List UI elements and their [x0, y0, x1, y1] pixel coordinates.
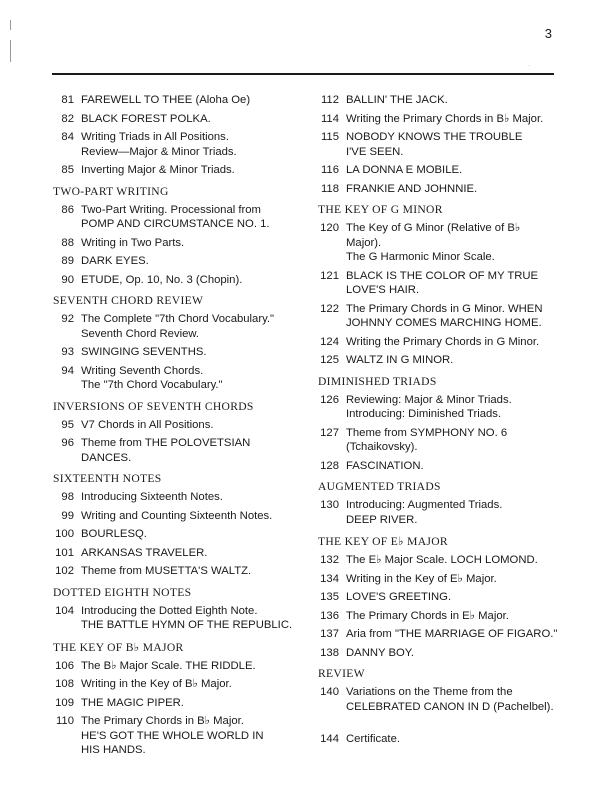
- toc-entry: [53, 490, 298, 505]
- entry-line: JOHNNY COMES MARCHING HOME.: [346, 317, 542, 329]
- entry-line: The Complete "7th Chord Vocabulary.": [81, 313, 275, 325]
- entry-line: The B♭ Major Scale. THE RIDDLE.: [81, 659, 256, 672]
- entry-title: [81, 546, 298, 561]
- page-ref-number: 134: [320, 572, 339, 585]
- toc-entry: [53, 273, 298, 288]
- toc-entry: [318, 646, 558, 661]
- page-ref-number: 99: [61, 509, 74, 522]
- entry-title: [81, 527, 298, 542]
- section-heading: AUGMENTED TRIADS: [318, 480, 441, 493]
- page-ref-number: 120: [320, 222, 339, 234]
- toc-entry: [318, 221, 558, 265]
- entry-line: Writing in the Key of E♭ Major.: [346, 572, 497, 585]
- toc-entry: [318, 685, 558, 714]
- toc-entry: [318, 353, 558, 368]
- page-ref-number: 108: [55, 678, 74, 690]
- entry-line: FAREWELL TO THEE (Aloha Oe): [81, 94, 251, 106]
- entry-line: (Tchaikovsky).: [346, 441, 418, 453]
- toc-entry: [318, 553, 558, 568]
- entry-line: CELEBRATED CANON IN D (Pachelbel).: [346, 700, 554, 713]
- entry-title: [346, 646, 558, 661]
- entry-title: [81, 112, 298, 127]
- entry-line: I'VE SEEN.: [346, 145, 404, 158]
- entry-line: Introducing Sixteenth Notes.: [81, 491, 223, 503]
- entry-line: HIS HANDS.: [81, 744, 146, 756]
- toc-entry: [53, 604, 298, 633]
- page-ref-number: 125: [320, 354, 339, 366]
- section-heading: THE KEY OF E♭ MAJOR: [318, 535, 448, 548]
- toc-entry: [53, 436, 298, 465]
- entry-title: [81, 564, 298, 579]
- toc-entry: [53, 418, 298, 433]
- entry-line: BOURLESQ.: [81, 528, 147, 540]
- toc-entry: [318, 426, 558, 455]
- entry-line: Two-Part Writing. Processional from: [81, 203, 261, 216]
- entry-title: [346, 609, 558, 624]
- page-ref-number: 132: [320, 554, 339, 566]
- page-ref-number: 94: [61, 364, 74, 377]
- entry-title: [346, 459, 558, 474]
- entry-line: Writing Triads in All Positions.: [81, 131, 229, 143]
- page-ref-number: 112: [320, 94, 339, 106]
- toc-entry: [53, 312, 298, 341]
- toc-entry: [318, 572, 558, 587]
- toc-entry: [318, 335, 558, 350]
- page-ref-number: 114: [320, 112, 339, 125]
- page-number: 3: [544, 26, 552, 41]
- spacer: [318, 718, 558, 732]
- entry-line: The G Harmonic Minor Scale.: [346, 251, 495, 263]
- entry-line: Theme from MUSETTA'S WALTZ.: [81, 565, 252, 577]
- speck: ·: [528, 63, 530, 69]
- entry-title: [346, 163, 558, 178]
- toc-entry: [318, 732, 558, 747]
- entry-title: [81, 418, 298, 433]
- entry-title: [81, 163, 298, 178]
- section-heading: SIXTEENTH NOTES: [53, 472, 162, 485]
- page-ref-number: 90: [61, 273, 74, 286]
- toc-entry: [53, 345, 298, 360]
- entry-line: Writing and Counting Sixteenth Notes.: [81, 509, 273, 522]
- entry-line: Writing in the Key of B♭ Major.: [81, 678, 232, 690]
- toc-entry: [318, 459, 558, 474]
- section-heading: TWO-PART WRITING: [53, 184, 169, 198]
- toc-entry: [318, 182, 558, 197]
- entry-line: DEEP RIVER.: [346, 513, 418, 526]
- entry-line: Aria from "THE MARRIAGE OF FIGARO.": [346, 628, 558, 640]
- page-ref-number: 130: [320, 499, 339, 511]
- toc-entry: [318, 302, 558, 331]
- entry-title: [81, 312, 298, 341]
- entry-line: Writing the Primary Chords in B♭ Major.: [346, 112, 544, 125]
- entry-title: [81, 604, 298, 633]
- entry-line: LA DONNA E MOBILE.: [346, 164, 463, 176]
- entry-line: The Primary Chords in G Minor. WHEN: [346, 302, 543, 315]
- entry-line: Writing Seventh Chords.: [81, 364, 204, 377]
- entry-title: [346, 221, 558, 265]
- entry-line: LOVE'S GREETING.: [346, 591, 452, 603]
- page-ref-number: 88: [61, 236, 74, 249]
- toc-entry: [318, 93, 558, 108]
- page-ref-number: 110: [55, 715, 74, 727]
- entry-line: Inverting Major & Minor Triads.: [81, 164, 235, 176]
- page-ref-number: 100: [55, 528, 74, 540]
- entry-line: The Primary Chords in B♭ Major.: [81, 715, 244, 727]
- entry-line: BLACK IS THE COLOR OF MY TRUE: [346, 269, 539, 282]
- entry-title: [346, 335, 558, 350]
- section-heading: INVERSIONS OF SEVENTH CHORDS: [53, 399, 254, 413]
- toc-entry: [53, 203, 298, 232]
- entry-line: Review—Major & Minor Triads.: [81, 145, 237, 158]
- toc-entry: [53, 659, 298, 674]
- toc-entry: [318, 163, 558, 178]
- toc-right-column: [318, 93, 558, 751]
- page-ref-number: 92: [61, 313, 74, 325]
- entry-title: [346, 426, 558, 455]
- entry-title: [81, 696, 298, 711]
- entry-line: Writing the Primary Chords in G Minor.: [346, 335, 540, 348]
- page-ref-number: 101: [55, 546, 74, 559]
- entry-line: THE BATTLE HYMN OF THE REPUBLIC.: [81, 619, 293, 631]
- page-ref-number: 89: [61, 255, 74, 267]
- entry-title: [346, 302, 558, 331]
- page-ref-number: 116: [320, 164, 339, 176]
- page-ref-number: 144: [320, 733, 339, 745]
- entry-title: [346, 112, 558, 127]
- entry-line: THE MAGIC PIPER.: [81, 696, 184, 709]
- page-ref-number: 124: [320, 335, 339, 348]
- entry-line: Theme from THE POLOVETSIAN: [81, 437, 251, 449]
- entry-line: NOBODY KNOWS THE TROUBLE: [346, 131, 523, 143]
- entry-title: [346, 353, 558, 368]
- page-ref-number: 95: [61, 418, 74, 431]
- entry-title: [346, 269, 558, 298]
- entry-title: [81, 203, 298, 232]
- entry-line: LOVE'S HAIR.: [346, 284, 420, 296]
- entry-title: [346, 572, 558, 587]
- toc-entry: [53, 696, 298, 711]
- toc-entry: [318, 609, 558, 624]
- entry-line: Writing in Two Parts.: [81, 236, 185, 249]
- toc-entry: [53, 527, 298, 542]
- page-ref-number: 128: [320, 459, 339, 472]
- entry-line: The "7th Chord Vocabulary.": [81, 379, 223, 391]
- entry-line: Reviewing: Major & Minor Triads.: [346, 393, 512, 406]
- entry-line: DANNY BOY.: [346, 646, 415, 659]
- toc-entry: [53, 509, 298, 524]
- toc-entry: [318, 130, 558, 159]
- entry-title: [81, 677, 298, 692]
- entry-title: [346, 627, 558, 642]
- entry-line: V7 Chords in All Positions.: [81, 418, 214, 431]
- page-ref-number: 86: [61, 203, 74, 216]
- entry-line: BLACK FOREST POLKA.: [81, 112, 211, 125]
- page-ref-number: 102: [55, 565, 74, 577]
- entry-line: Introducing the Dotted Eighth Note.: [81, 604, 258, 617]
- page-ref-number: 85: [61, 164, 74, 176]
- page-ref-number: 104: [55, 604, 74, 617]
- toc-entry: [53, 564, 298, 579]
- page-ref-number: 126: [320, 393, 339, 406]
- entry-title: [346, 182, 558, 197]
- page-ref-number: 84: [61, 131, 74, 143]
- entry-title: [346, 130, 558, 159]
- section-heading: THE KEY OF B♭ MAJOR: [53, 640, 184, 654]
- entry-line: HE'S GOT THE WHOLE WORLD IN: [81, 729, 264, 742]
- toc-entry: [318, 112, 558, 127]
- section-heading: REVIEW: [318, 667, 365, 680]
- toc-entry: [318, 393, 558, 422]
- entry-title: [81, 364, 298, 393]
- page-ref-number: 138: [320, 646, 339, 659]
- entry-title: [81, 345, 298, 360]
- entry-title: [81, 659, 298, 674]
- entry-title: [81, 436, 298, 465]
- toc-entry: [53, 112, 298, 127]
- toc-left-column: [53, 93, 298, 762]
- page-ref-number: 122: [320, 302, 339, 315]
- toc-entry: [53, 130, 298, 159]
- entry-line: DARK EYES.: [81, 255, 149, 267]
- toc-entry: [53, 677, 298, 692]
- page-ref-number: 136: [320, 609, 339, 622]
- entry-line: The Primary Chords in E♭ Major.: [346, 609, 509, 622]
- section-heading: DOTTED EIGHTH NOTES: [53, 585, 192, 599]
- toc-entry: [53, 364, 298, 393]
- page-ref-number: 140: [320, 686, 339, 698]
- page-ref-number: 135: [320, 591, 339, 603]
- entry-line: FRANKIE AND JOHNNIE.: [346, 182, 478, 195]
- section-heading: SEVENTH CHORD REVIEW: [53, 294, 204, 307]
- entry-title: [81, 273, 298, 288]
- entry-line: Certificate.: [346, 733, 400, 745]
- page-ref-number: 98: [61, 491, 74, 503]
- entry-title: [81, 130, 298, 159]
- section-heading: DIMINISHED TRIADS: [318, 374, 437, 388]
- toc-entry: [318, 498, 558, 527]
- toc-entry: [53, 714, 298, 758]
- entry-line: SWINGING SEVENTHS.: [81, 346, 207, 358]
- entry-title: [81, 254, 298, 269]
- entry-title: [346, 498, 558, 527]
- entry-title: [346, 553, 558, 568]
- toc-entry: [53, 163, 298, 178]
- header-rule: [52, 73, 554, 75]
- page-ref-number: 127: [320, 426, 339, 439]
- toc-entry: [318, 269, 558, 298]
- entry-line: Introducing: Diminished Triads.: [346, 408, 502, 420]
- entry-line: FASCINATION.: [346, 459, 424, 472]
- entry-title: [81, 93, 298, 108]
- toc-entry: [53, 254, 298, 269]
- toc-entry: [53, 93, 298, 108]
- entry-title: [346, 590, 558, 605]
- entry-line: The Key of G Minor (Relative of B♭ Major).: [346, 222, 521, 249]
- toc-entry: [318, 627, 558, 642]
- entry-line: BALLIN' THE JACK.: [346, 94, 448, 106]
- toc-entry: [53, 236, 298, 251]
- page-ref-number: 96: [61, 437, 74, 449]
- page-ref-number: 106: [55, 659, 74, 672]
- entry-line: Theme from SYMPHONY NO. 6: [346, 426, 508, 439]
- entry-line: ETUDE, Op. 10, No. 3 (Chopin).: [81, 273, 243, 286]
- entry-line: POMP AND CIRCUMSTANCE NO. 1.: [81, 218, 270, 230]
- page-ref-number: 121: [320, 269, 339, 282]
- entry-title: [346, 93, 558, 108]
- page-ref-number: 137: [320, 628, 339, 640]
- page-ref-number: 109: [55, 696, 74, 709]
- section-heading: THE KEY OF G MINOR: [318, 203, 443, 216]
- entry-title: [81, 490, 298, 505]
- entry-line: Seventh Chord Review.: [81, 327, 200, 340]
- entry-line: Introducing: Augmented Triads.: [346, 499, 503, 511]
- entry-title: [81, 509, 298, 524]
- page-ref-number: 82: [61, 112, 74, 125]
- page-ref-number: 81: [61, 94, 74, 106]
- entry-title: [346, 732, 558, 747]
- toc-entry: [53, 546, 298, 561]
- entry-line: The E♭ Major Scale. LOCH LOMOND.: [346, 554, 538, 566]
- page-ref-number: 93: [61, 346, 74, 358]
- binding-marks: [10, 20, 11, 62]
- entry-title: [81, 236, 298, 251]
- toc-entry: [318, 590, 558, 605]
- entry-line: WALTZ IN G MINOR.: [346, 354, 454, 366]
- entry-title: [346, 685, 558, 714]
- entry-title: [346, 393, 558, 422]
- entry-line: DANCES.: [81, 451, 132, 464]
- entry-title: [81, 714, 298, 758]
- page-ref-number: 118: [320, 182, 339, 195]
- entry-line: ARKANSAS TRAVELER.: [81, 546, 208, 559]
- page-ref-number: 115: [320, 131, 339, 143]
- entry-line: Variations on the Theme from the: [346, 686, 513, 698]
